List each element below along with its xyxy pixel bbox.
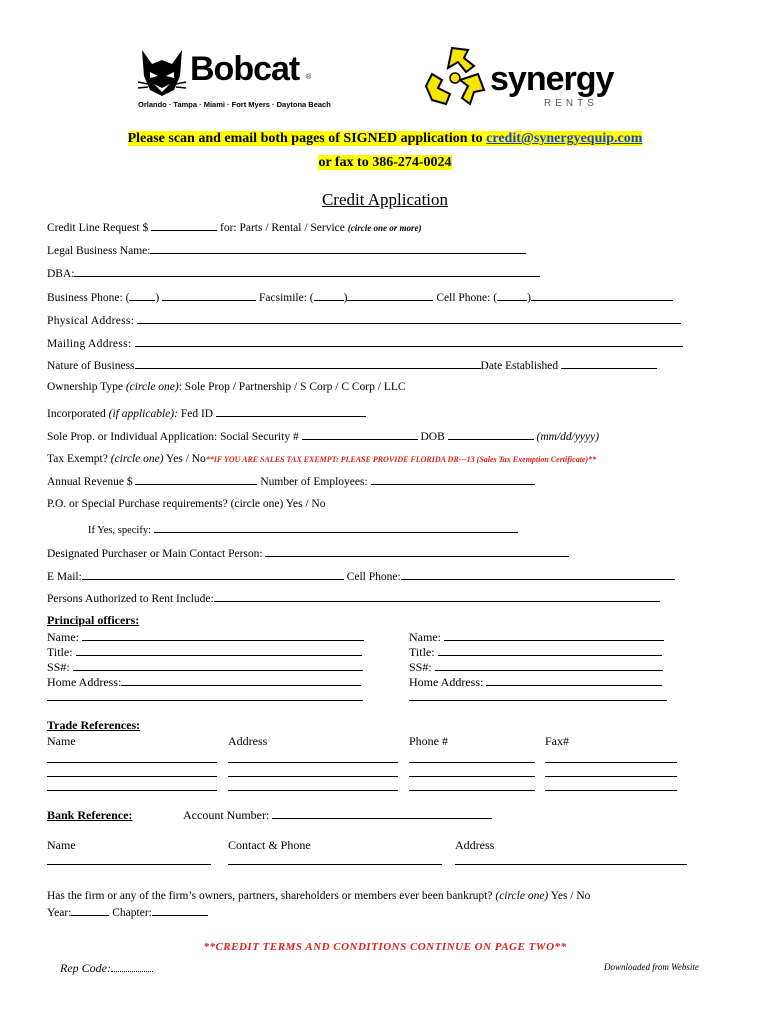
page-title: Credit Application [321, 190, 449, 209]
trade3-fax-field[interactable] [545, 790, 677, 791]
email-label: E Mail: [47, 571, 82, 583]
bobcat-head-icon [136, 46, 188, 98]
trade3-name-field[interactable] [47, 790, 217, 791]
trade-col-address: Address [228, 734, 268, 748]
trade1-fax-field[interactable] [545, 762, 677, 763]
cell-phone2-field[interactable] [401, 569, 675, 580]
cell-phone2-label: Cell Phone: [346, 571, 401, 583]
trade2-phone-field[interactable] [409, 776, 535, 777]
dob-format: (mm/dd/yyyy) [536, 431, 600, 443]
credit-line-row [47, 220, 421, 234]
principal-left [47, 630, 364, 690]
principal2-ss-label: SS#: [409, 660, 432, 674]
fax-instructions: or fax to 386-274-0024 [318, 155, 452, 170]
credit-line-note: (circle one or more) [347, 223, 422, 233]
trade2-address-field[interactable] [228, 776, 398, 777]
bankrupt-note: (circle one) [495, 890, 549, 902]
bank-contact-field[interactable] [228, 864, 442, 865]
nature-field[interactable] [135, 358, 481, 369]
trade3-address-field[interactable] [228, 790, 398, 791]
ssn-label: Sole Prop. or Individual Application: Social Security # [47, 431, 299, 443]
bankrupt-options: Yes / No [548, 890, 591, 902]
employees-label: Number of Employees: [260, 476, 368, 488]
tax-exempt-row [47, 453, 596, 465]
year-label: Year: [47, 907, 72, 919]
trade2-fax-field[interactable] [545, 776, 677, 777]
ownership-options: : Sole Prop / Partnership / S Corp / C Corp / LLC [178, 381, 406, 393]
scan-instructions-line1 [0, 129, 770, 147]
dba-row [47, 266, 540, 280]
rep-code-row [60, 961, 153, 976]
incorporated-label: Incorporated [47, 408, 109, 420]
facsimile-label: Facsimile: ( [259, 292, 314, 304]
dob-field[interactable] [448, 429, 534, 440]
principal2-home-label: Home Address: [409, 675, 484, 689]
bankrupt-question-text: Has the firm or any of the firm’s owners, partners, shareholders or members ever been bankrupt? [47, 890, 496, 902]
bankrupt-details [47, 905, 208, 919]
physical-address-field[interactable] [137, 313, 681, 324]
trade1-phone-field[interactable] [409, 762, 535, 763]
bank-name-field[interactable] [47, 864, 211, 865]
bank-col-name: Name [47, 838, 76, 852]
paren-close: ) [343, 292, 348, 304]
nature-row [47, 358, 657, 372]
tax-exempt-warning: **IF YOU ARE SALES TAX EXEMPT: PLEASE PROVIDE FLORIDA DR---13 (Sales Tax Exemption Certificate)** [205, 455, 597, 464]
bank-account-field[interactable] [272, 808, 492, 819]
tax-exempt-options: Yes / No [163, 453, 206, 465]
bank-heading: Bank Reference: [47, 808, 133, 822]
mailing-address-label: Mailing Address: [47, 338, 132, 350]
ownership-label: Ownership Type [47, 381, 126, 393]
dba-label: DBA: [47, 268, 75, 280]
principal2-title-field[interactable] [438, 645, 662, 656]
bank-account-row [183, 808, 492, 823]
date-established-field[interactable] [561, 358, 657, 369]
revenue-row [47, 474, 535, 488]
business-phone-field[interactable] [162, 290, 256, 301]
bank-account-label: Account Number: [183, 808, 270, 822]
trade1-address-field[interactable] [228, 762, 398, 763]
trade1-name-field[interactable] [47, 762, 217, 763]
fax-field[interactable] [347, 290, 433, 301]
principal2-title-label: Title: [409, 645, 435, 659]
principal1-name-label: Name: [47, 630, 79, 644]
principal2-home-line2[interactable] [409, 700, 667, 701]
annual-revenue-field[interactable] [135, 474, 257, 485]
rep-code-label: Rep Code: [60, 961, 111, 975]
principal1-ss-field[interactable] [73, 660, 363, 671]
principal1-ss-label: SS#: [47, 660, 70, 674]
trade-col-phone: Phone # [409, 734, 448, 748]
synergy-wordmark: synergy [490, 60, 614, 98]
bank-col-address: Address [455, 838, 495, 852]
chapter-field[interactable] [152, 905, 208, 916]
trade2-name-field[interactable] [47, 776, 217, 777]
chapter-label: Chapter: [112, 907, 152, 919]
scan-instructions-line2 [0, 153, 770, 171]
continue-notice: **CREDIT TERMS AND CONDITIONS CONTINUE ON PAGE TWO** [203, 941, 567, 953]
recycle-arrows-icon [422, 44, 488, 110]
business-phone-area-field[interactable] [129, 290, 155, 301]
principal-right [409, 630, 664, 690]
credit-line-for-label: for: Parts / Rental / Service [220, 222, 345, 234]
legal-name-label: Legal Business Name: [47, 245, 151, 257]
po-row: P.O. or Special Purchase requirements? (circle one) Yes / No [47, 498, 326, 510]
bank-col-contact: Contact & Phone [228, 838, 311, 852]
principal1-name-field[interactable] [82, 630, 364, 641]
date-established-label: Date Established [480, 360, 559, 372]
trade-col-name: Name [47, 734, 76, 748]
principal1-title-field[interactable] [76, 645, 362, 656]
registered-mark: ® [306, 74, 312, 81]
persons-label: Persons Authorized to Rent Include: [47, 593, 214, 605]
downloaded-note: Downloaded from Website [604, 962, 699, 972]
cell-phone-field[interactable] [531, 290, 673, 301]
year-field[interactable] [71, 905, 109, 916]
principal2-name-label: Name: [409, 630, 441, 644]
principal2-name-field[interactable] [444, 630, 664, 641]
cell-phone-label: Cell Phone: ( [436, 292, 498, 304]
synergy-rents-label: RENTS [544, 98, 598, 109]
designated-field[interactable] [265, 546, 569, 557]
fed-id-field[interactable] [216, 406, 366, 417]
trade-col-fax: Fax# [545, 734, 569, 748]
if-yes-row [88, 522, 518, 536]
paren-close: ) [527, 292, 531, 304]
trade-heading: Trade References: [47, 718, 141, 732]
physical-address-row [47, 313, 681, 327]
designated-row [47, 546, 569, 560]
bankrupt-question [47, 890, 590, 902]
bobcat-cities: Orlando · Tampa · Miami · Fort Myers · Daytona Beach [138, 100, 331, 109]
principal1-home-label: Home Address: [47, 675, 122, 689]
principal1-home-field[interactable] [121, 675, 361, 686]
credit-email-link[interactable]: credit@synergyequip.com [486, 131, 643, 146]
email-field[interactable] [82, 569, 344, 580]
tax-exempt-label: Tax Exempt? [47, 453, 111, 465]
dba-field[interactable] [74, 266, 540, 277]
incorporated-row [47, 406, 366, 420]
physical-address-label: Physical Address: [47, 315, 135, 327]
legal-name-row [47, 243, 526, 257]
legal-name-field[interactable] [150, 243, 526, 254]
credit-line-label: Credit Line Request $ [47, 222, 149, 234]
mailing-address-field[interactable] [135, 336, 683, 347]
ssn-field[interactable] [302, 429, 418, 440]
principal1-title-label: Title: [47, 645, 73, 659]
nature-label: Nature of Business [47, 360, 135, 372]
principal2-ss-field[interactable] [435, 660, 663, 671]
fed-id-label: Fed ID [177, 408, 214, 420]
if-yes-field[interactable] [154, 522, 518, 533]
persons-field[interactable] [214, 591, 660, 602]
annual-revenue-label: Annual Revenue $ [47, 476, 133, 488]
tax-exempt-note: (circle one) [110, 453, 164, 465]
bank-address-field[interactable] [455, 864, 687, 865]
principal1-home-line2[interactable] [47, 700, 363, 701]
principal2-home-field[interactable] [486, 675, 662, 686]
designated-label: Designated Purchaser or Main Contact Person: [47, 548, 263, 560]
business-phone-label: Business Phone: ( [47, 292, 130, 304]
fax-area-field[interactable] [314, 290, 344, 301]
email-row [47, 569, 675, 583]
social-security-row [47, 429, 599, 443]
ownership-row [47, 381, 406, 393]
paren-close: ) [155, 292, 160, 304]
cell-area-field[interactable] [497, 290, 527, 301]
trade3-phone-field[interactable] [409, 790, 535, 791]
ownership-note: (circle one) [125, 381, 179, 393]
employees-field[interactable] [371, 474, 535, 485]
phone-row [47, 290, 673, 304]
rep-code-field[interactable] [111, 961, 153, 972]
bobcat-logo [136, 44, 331, 112]
if-yes-label: If Yes, specify: [88, 525, 151, 536]
bobcat-wordmark: Bobcat [190, 50, 300, 88]
credit-line-amount-field[interactable] [151, 220, 217, 231]
synergy-logo [422, 44, 632, 114]
mailing-address-row [47, 336, 683, 350]
persons-row [47, 591, 660, 605]
scan-instructions-text: Please scan and email both pages of SIGNED application to [127, 131, 487, 146]
principal-heading: Principal officers: [47, 613, 140, 627]
dob-label: DOB [420, 431, 445, 443]
incorporated-note: (if applicable): [108, 408, 178, 420]
